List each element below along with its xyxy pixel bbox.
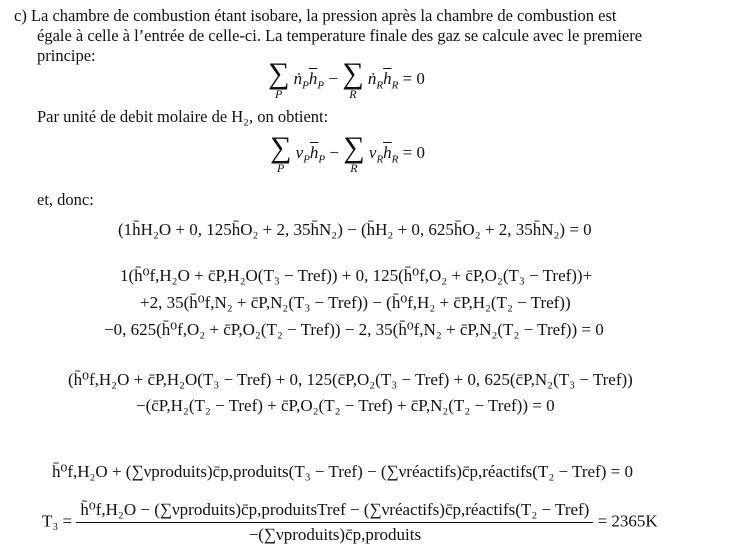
equation-lhs: T₃ =	[42, 511, 73, 531]
equation-general-balance: h̄⁰f,H₂O + (∑νproduits)c̄p,produits(T₃ − Tref) − (∑νréactifs)c̄p,réactifs(T₂ − Tref) = 0	[52, 462, 633, 481]
equation-expanded-line-3: −0, 625(h̄⁰f,O₂ + c̄P,O₂(T₂ − Tref)) − 2, 35(h̄⁰f,N₂ + c̄P,N₂(T₂ − Tref)) = 0	[104, 320, 604, 339]
paragraph-line-2: égale à celle à l’entrée de celle-ci. La temperature finale des gaz se calcule avec le premiere	[37, 26, 643, 45]
equation-simplified-line-2: −(c̄P,H₂(T₂ − Tref) + c̄P,O₂(T₂ − Tref) + c̄P,N₂(T₂ − Tref)) = 0	[136, 396, 555, 415]
fraction-denominator: −(∑νproduits)c̄p,produits	[248, 525, 422, 544]
fraction-numerator: h̄⁰f,H₂O − (∑νproduits)c̄p,produitsTref − (∑νréactifs)c̄p,réactifs(T₂ − Tref)	[76, 500, 593, 523]
equation-fraction	[76, 500, 593, 545]
paragraph-line-1: c) La chambre de combustion étant isobare, la pression après la chambre de combustion est	[14, 6, 617, 25]
equation-simplified-line-1: (h̄⁰f,H₂O + c̄P,H₂O(T₃ − Tref) + 0, 125(c̄P,O₂(T₃ − Tref) + 0, 625(c̄P,N₂(T₃ − Tref))	[68, 370, 633, 389]
equation-final-temperature	[42, 500, 658, 545]
paragraph-donc: et, donc:	[37, 190, 94, 209]
paragraph-line-3: principe:	[37, 46, 96, 65]
equation-result: = 2365K	[597, 511, 658, 531]
equation-expanded-line-2: +2, 35(h̄⁰f,N₂ + c̄P,N₂(T₃ − Tref)) − (h̄⁰f,H₂ + c̄P,H₂(T₂ − Tref))	[140, 293, 571, 312]
equation-molar-balance: ∑ P $\nu_P\overline{h}_P$ − ∑ R $\nu_R\overline{h}_R = 0$	[270, 131, 425, 175]
equation-energy-balance: ∑ P $ṅ_P\overline{h}_P$ − ∑ R $ṅ_R\overline{h}_R = 0$	[268, 57, 425, 101]
paragraph-molar-basis: Par unité de debit molaire de H₂, on obtient:	[37, 107, 329, 126]
equation-expanded-line-1: 1(h̄⁰f,H₂O + c̄P,H₂O(T₃ − Tref)) + 0, 125(h̄⁰f,O₂ + c̄P,O₂(T₃ − Tref))+	[120, 266, 593, 285]
equation-species-enthalpy: (1h̄H₂O + 0, 125h̄O₂ + 2, 35h̄N₂) − (h̄H₂ + 0, 625h̄O₂ + 2, 35h̄N₂) = 0	[118, 220, 592, 239]
